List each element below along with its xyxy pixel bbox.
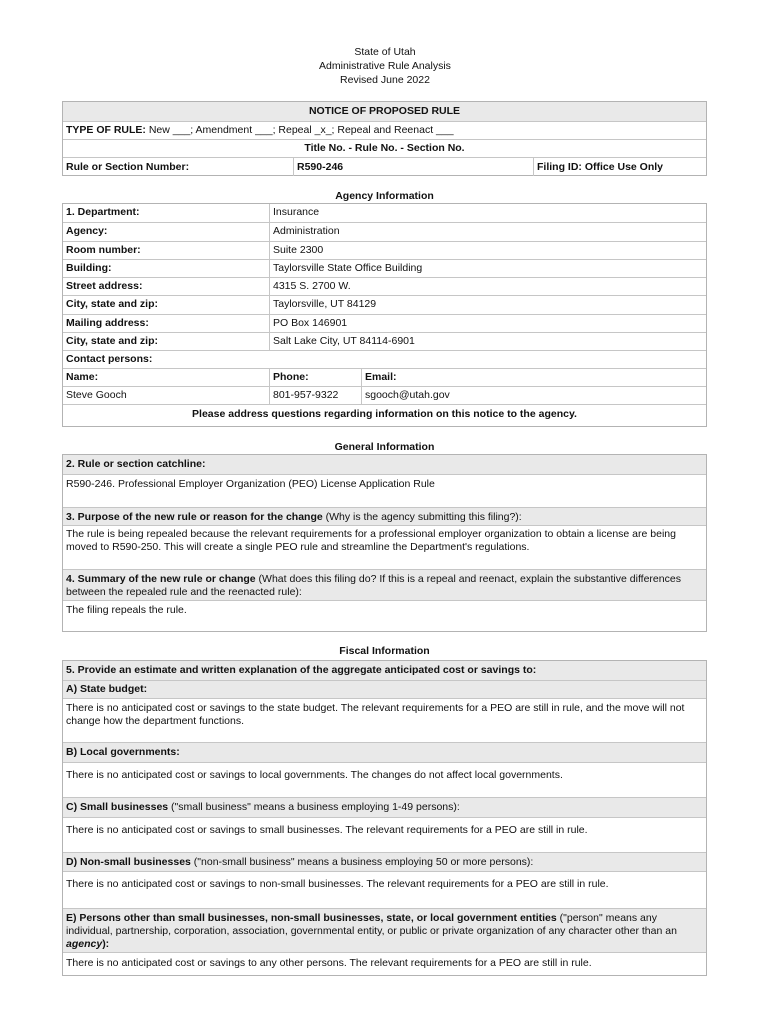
e-hint-end: ): bbox=[102, 938, 110, 950]
contact-phone: 801-957-9322 bbox=[269, 387, 361, 404]
q4-label: 4. Summary of the new rule or change bbox=[66, 573, 256, 585]
a-label-row bbox=[63, 680, 706, 698]
q3-answer: The rule is being repealed because the relevant requirements for a professional employer organization to obtain a license are being moved to R590-250. This will create a single PEO rule and streamline the Department's regulations. bbox=[66, 528, 676, 553]
agency-field-label: City, state and zip: bbox=[66, 298, 158, 311]
q5-label-row bbox=[63, 661, 706, 680]
b-answer: There is no anticipated cost or savings to local governments. The changes do not affect local governments. bbox=[66, 769, 563, 781]
e-hint: ("person" means any individual, partnership, corporation, association, governmental entity, or public or private organization of any character other than an bbox=[66, 912, 677, 937]
agency-field-value: Suite 2300 bbox=[269, 242, 706, 259]
contact-name: Steve Gooch bbox=[66, 389, 127, 401]
d-answer-row bbox=[63, 871, 706, 908]
agency-field-value: Taylorsville State Office Building bbox=[269, 260, 706, 277]
agency-row bbox=[63, 204, 706, 222]
rule-number-value: R590-246 bbox=[293, 158, 533, 176]
agency-row bbox=[63, 241, 706, 259]
agency-row bbox=[63, 222, 706, 240]
agency-row bbox=[63, 295, 706, 313]
agency-note: Please address questions regarding information on this notice to the agency. bbox=[192, 408, 577, 420]
q2-answer-row bbox=[63, 474, 706, 507]
agency-row bbox=[63, 314, 706, 332]
fiscal-table bbox=[62, 660, 707, 976]
d-answer: There is no anticipated cost or savings to non-small businesses. The relevant requirements for a PEO are still in rule. bbox=[66, 878, 609, 890]
rule-number-label: Rule or Section Number: bbox=[66, 161, 190, 173]
title-no-row bbox=[63, 139, 706, 157]
agency-field-label: Room number: bbox=[66, 243, 141, 256]
q3-label: 3. Purpose of the new rule or reason for the change bbox=[66, 511, 323, 523]
agency-field-label: Mailing address: bbox=[66, 316, 149, 329]
c-label: C) Small businesses bbox=[66, 801, 169, 813]
agency-field-value: Insurance bbox=[269, 204, 706, 222]
agency-field-value: PO Box 146901 bbox=[269, 315, 706, 332]
agency-field-label: Agency: bbox=[66, 225, 108, 238]
fiscal-heading: Fiscal Information bbox=[339, 645, 430, 657]
notice-heading: NOTICE OF PROPOSED RULE bbox=[308, 105, 461, 117]
agency-field-label: 1. Department: bbox=[66, 206, 140, 218]
c-answer-row bbox=[63, 817, 706, 852]
a-answer-row bbox=[63, 698, 706, 742]
q3-label-row bbox=[63, 507, 706, 525]
d-label-row bbox=[63, 852, 706, 871]
b-label-row bbox=[63, 742, 706, 762]
contact-name-header: Name: bbox=[66, 371, 99, 383]
agency-field-label: Street address: bbox=[66, 280, 143, 292]
doc-title: Administrative Rule Analysis bbox=[319, 60, 451, 72]
agency-field-value: 4315 S. 2700 W. bbox=[269, 278, 706, 295]
e-answer-row bbox=[63, 952, 706, 975]
agency-field-value: Administration bbox=[269, 223, 706, 240]
notice-table bbox=[62, 101, 707, 176]
c-hint: ("small business" means a business employing 1-49 persons): bbox=[168, 801, 460, 813]
rule-number-row bbox=[63, 157, 706, 176]
contact-header-row bbox=[63, 368, 706, 386]
contact-row bbox=[63, 386, 706, 404]
q4-answer-row bbox=[63, 600, 706, 631]
q2-answer: R590-246. Professional Employer Organization (PEO) License Application Rule bbox=[66, 478, 435, 490]
q4-label-row bbox=[63, 569, 706, 600]
contact-persons-label: Contact persons: bbox=[66, 353, 153, 365]
e-label: E) Persons other than small businesses, non-small businesses, state, or local government entities bbox=[66, 912, 557, 924]
doc-state: State of Utah bbox=[354, 46, 416, 58]
d-hint: ("non-small business" means a business employing 50 or more persons): bbox=[190, 856, 534, 868]
type-of-rule-label: TYPE OF RULE: bbox=[66, 124, 146, 136]
contact-email-header: Email: bbox=[361, 369, 706, 386]
b-label: B) Local governments: bbox=[66, 746, 180, 758]
title-no-label: Title No. - Rule No. - Section No. bbox=[304, 142, 465, 154]
agency-row bbox=[63, 277, 706, 295]
a-label: A) State budget: bbox=[66, 683, 148, 695]
q2-label: 2. Rule or section catchline: bbox=[66, 458, 206, 470]
agency-row bbox=[63, 259, 706, 277]
general-heading: General Information bbox=[334, 441, 435, 453]
e-answer: There is no anticipated cost or savings to any other persons. The relevant requirements for a PEO are still in rule. bbox=[66, 957, 592, 969]
agency-field-label: Building: bbox=[66, 261, 112, 274]
q4-answer: The filing repeals the rule. bbox=[66, 604, 187, 616]
contact-phone-header: Phone: bbox=[269, 369, 361, 386]
q3-hint: (Why is the agency submitting this filing?): bbox=[322, 511, 522, 523]
q3-answer-row bbox=[63, 525, 706, 569]
general-table bbox=[62, 454, 707, 632]
doc-revised: Revised June 2022 bbox=[340, 74, 430, 86]
d-label: D) Non-small businesses bbox=[66, 856, 191, 868]
agency-field-value: Salt Lake City, UT 84114-6901 bbox=[269, 333, 706, 350]
type-of-rule-values: New ___; Amendment ___; Repeal _x_; Repeal and Reenact ___ bbox=[148, 124, 454, 136]
filing-id: Filing ID: Office Use Only bbox=[533, 158, 706, 176]
agency-field-value: Taylorsville, UT 84129 bbox=[269, 296, 706, 313]
contact-persons-row bbox=[63, 350, 706, 368]
agency-row bbox=[63, 332, 706, 350]
q4-hint: (What does this filing do? If this is a repeal and reenact, explain the substantive differences between the repealed rule and the reenacted rule): bbox=[66, 573, 681, 598]
c-answer: There is no anticipated cost or savings to small businesses. The relevant requirements for a PEO are still in rule. bbox=[66, 824, 588, 836]
agency-table bbox=[62, 203, 707, 427]
contact-email[interactable]: sgooch@utah.gov bbox=[361, 387, 706, 404]
e-hint-agency: agency bbox=[66, 938, 103, 950]
type-of-rule-row bbox=[63, 121, 706, 139]
e-label-row bbox=[63, 908, 706, 952]
a-answer: There is no anticipated cost or savings to the state budget. The relevant requirements for a PEO are still in rule, and the move will not change how the department functions. bbox=[66, 702, 685, 727]
agency-heading: Agency Information bbox=[335, 190, 434, 202]
q2-label-row bbox=[63, 455, 706, 474]
agency-field-label: City, state and zip: bbox=[66, 334, 158, 347]
notice-heading-row bbox=[63, 102, 706, 121]
b-answer-row bbox=[63, 762, 706, 797]
c-label-row bbox=[63, 797, 706, 817]
agency-note-row bbox=[63, 404, 706, 426]
q5-label: 5. Provide an estimate and written explanation of the aggregate anticipated cost or savings to: bbox=[66, 664, 537, 676]
